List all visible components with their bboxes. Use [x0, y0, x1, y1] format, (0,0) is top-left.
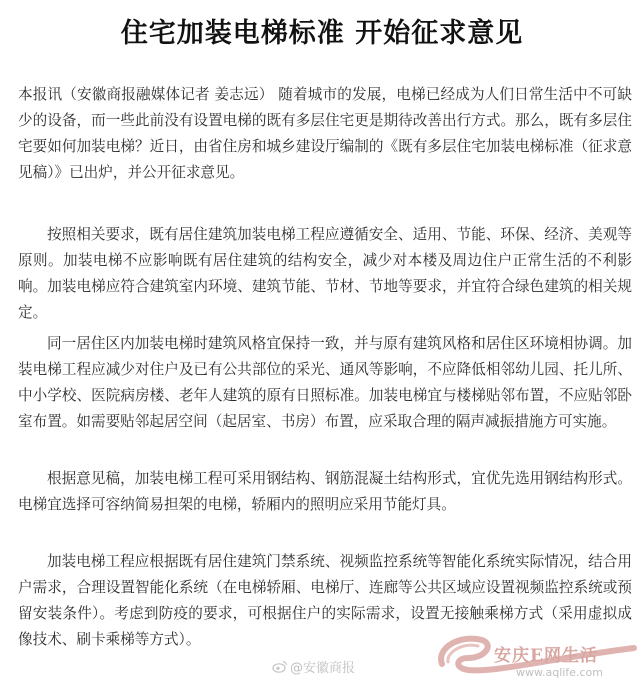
site-logo-name: 安庆E网生活	[494, 646, 598, 666]
article-headline: 住宅加装电梯标准 开始征求意见	[120, 18, 524, 49]
article-paragraph-2: 按照相关要求，既有居住建筑加装电梯工程应遵循安全、适用、节能、环保、经济、美观等原则。加装电梯不应影响既有居住建筑的结构安全，减少对本楼及周边住户正常生活的不利影响。加装电梯应符合建筑室内环境、建筑节能、节材、节地等要求，并宜符合绿色建筑的相关规定。	[18, 226, 632, 321]
article-paragraph-1: 本报讯（安徽商报融媒体记者 姜志远） 随着城市的发展，电梯已经成为人们日常生活中不可缺少的设备，而一些此前没有设置电梯的既有多层住宅更是期待改善出行方式。那么，既有多层住宅要如何加装电梯？近日，由省住房和城乡建设厅编制的《既有多层住宅加装电梯标准（征求意见稿）》已出炉，并公开征求意见。	[18, 86, 632, 181]
weibo-icon	[272, 660, 288, 673]
article-paragraph-5: 加装电梯工程应根据既有居住建筑门禁系统、视频监控系统等智能化系统实际情况，结合用户需求，合理设置智能化系统（在电梯轿厢、电梯厅、连廊等公共区域应设置视频监控系统或预留安装条件）。考虑到防疫的要求，可根据住户的实际需求，设置无接触乘梯方式（采用虚拟成像技术、刷卡乘梯等方式）。	[18, 553, 632, 648]
site-logo	[434, 618, 644, 683]
weibo-watermark-text: @安徽商报	[290, 661, 356, 676]
article-paragraph-4: 根据意见稿，加装电梯工程可采用钢结构、钢筋混凝土结构形式，宜优先选用钢结构形式。电梯宜选择可容纳简易担架的电梯，轿厢内的照明应采用节能灯具。	[18, 470, 632, 513]
site-logo-url: www.aqlife.com	[516, 666, 603, 679]
weibo-watermark	[272, 657, 355, 676]
article-paragraph-3: 同一居住区内加装电梯时建筑风格宜保持一致，并与原有建筑风格和居住区环境相协调。加装电梯工程应减少对住户及已有公共部位的采光、通风等影响，不应降低相邻幼儿园、托儿所、中小学校、医院病房楼、老年人建筑的原有日照标准。加装电梯宜与楼梯贴邻布置，不应贴邻卧室布置。如需要贴邻起居空间（起居室、书房）布置，应采取合理的隔声减振措施方可实施。	[18, 335, 632, 430]
